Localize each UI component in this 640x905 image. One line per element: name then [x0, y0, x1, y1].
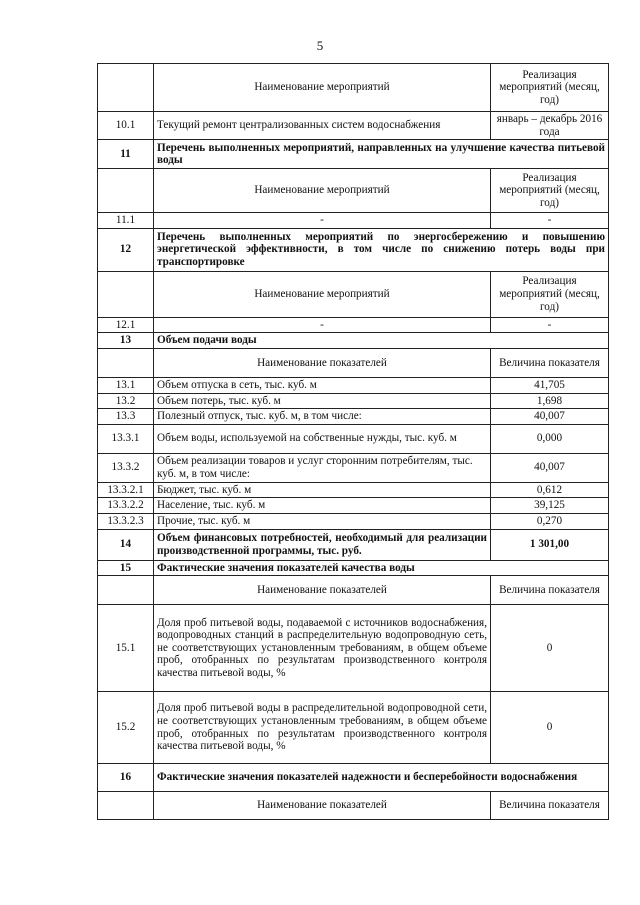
- row-number: 15: [98, 560, 154, 576]
- item-value: 0: [491, 692, 609, 764]
- item-name: -: [154, 317, 491, 333]
- item-value: 0: [491, 605, 609, 692]
- table-row: [98, 424, 609, 453]
- table-row: [98, 764, 609, 792]
- item-name: Доля проб питьевой воды, подаваемой с источников водоснабжения, водопроводных станций в распределительную водопроводную сеть, не соответствующих установленным требованиям, в общем объеме проб, отобранных по результатам производственного контроля качества питьевой воды, %: [154, 605, 491, 692]
- row-number: 13.3: [98, 409, 154, 425]
- row-number: 13.1: [98, 377, 154, 393]
- row-number: 16: [98, 764, 154, 792]
- table-row: [98, 348, 609, 377]
- column-header-name: Наименование мероприятий: [154, 169, 491, 213]
- item-value: 1 301,00: [491, 529, 609, 560]
- row-number: 13.2: [98, 393, 154, 409]
- section-title: Фактические значения показателей качества воды: [154, 560, 609, 576]
- item-name: Объем воды, используемой на собственные нужды, тыс. куб. м: [154, 424, 491, 453]
- table-row: [98, 169, 609, 213]
- item-value: 0,612: [491, 482, 609, 498]
- table-row: [98, 317, 609, 333]
- row-number: 13.3.1: [98, 424, 154, 453]
- row-number: [98, 169, 154, 213]
- row-number: 13: [98, 333, 154, 349]
- item-name: -: [154, 213, 491, 229]
- row-number: 13.3.2.1: [98, 482, 154, 498]
- table-row: [98, 213, 609, 229]
- item-name: Объем потерь, тыс. куб. м: [154, 393, 491, 409]
- table-row: [98, 513, 609, 529]
- row-number: 11: [98, 140, 154, 169]
- column-header-value: Реализация мероприятий (месяц, год): [491, 169, 609, 213]
- column-header-value: Реализация мероприятий (месяц, год): [491, 64, 609, 112]
- section-title: Перечень выполненных мероприятий, направленных на улучшение качества питьевой воды: [154, 140, 609, 169]
- row-number: [98, 271, 154, 317]
- column-header-value: Величина показателя: [491, 348, 609, 377]
- table-row: [98, 393, 609, 409]
- column-header-name: Наименование показателей: [154, 576, 491, 605]
- table-row: [98, 529, 609, 560]
- table-row: [98, 112, 609, 140]
- item-value: январь – декабрь 2016 года: [491, 112, 609, 140]
- column-header-value: Реализация мероприятий (месяц, год): [491, 271, 609, 317]
- item-name: Бюджет, тыс. куб. м: [154, 482, 491, 498]
- item-value: 0,270: [491, 513, 609, 529]
- table-row: [98, 377, 609, 393]
- table-row: [98, 482, 609, 498]
- row-number: [98, 348, 154, 377]
- column-header-value: Величина показателя: [491, 792, 609, 820]
- row-number: 10.1: [98, 112, 154, 140]
- table-row: [98, 453, 609, 482]
- item-name: Полезный отпуск, тыс. куб. м, в том числе:: [154, 409, 491, 425]
- table-row: [98, 498, 609, 514]
- table-row: [98, 271, 609, 317]
- section-title: Объем подачи воды: [154, 333, 609, 349]
- table-row: [98, 409, 609, 425]
- row-number: [98, 792, 154, 820]
- item-value: -: [491, 317, 609, 333]
- item-name: Население, тыс. куб. м: [154, 498, 491, 514]
- section-title: Перечень выполненных мероприятий по энергосбережению и повышению энергетической эффективности, в том числе по снижению потерь воды при транспортировке: [154, 228, 609, 271]
- row-number: 11.1: [98, 213, 154, 229]
- row-number: 15.2: [98, 692, 154, 764]
- item-value: 39,125: [491, 498, 609, 514]
- row-number: 15.1: [98, 605, 154, 692]
- column-header-name: Наименование мероприятий: [154, 271, 491, 317]
- row-number: 13.3.2: [98, 453, 154, 482]
- column-header-name: Наименование показателей: [154, 792, 491, 820]
- row-number: 12: [98, 228, 154, 271]
- section-title: Фактические значения показателей надежности и бесперебойности водоснабжения: [154, 764, 609, 792]
- table-row: [98, 228, 609, 271]
- row-number: [98, 64, 154, 112]
- column-header-name: Наименование мероприятий: [154, 64, 491, 112]
- item-name: Объем финансовых потребностей, необходимый для реализации производственной программы, тыс. руб.: [154, 529, 491, 560]
- item-value: -: [491, 213, 609, 229]
- row-number: 12.1: [98, 317, 154, 333]
- table-row: [98, 140, 609, 169]
- table-row: [98, 692, 609, 764]
- item-name: Объем отпуска в сеть, тыс. куб. м: [154, 377, 491, 393]
- item-value: 40,007: [491, 409, 609, 425]
- item-name: Доля проб питьевой воды в распределительной водопроводной сети, не соответствующих установленным требованиям, в общем объеме проб, отобранных по результатам производственного контроля качества питьевой воды, %: [154, 692, 491, 764]
- column-header-value: Величина показателя: [491, 576, 609, 605]
- item-value: 1,698: [491, 393, 609, 409]
- item-name: Объем реализации товаров и услуг сторонним потребителям, тыс. куб. м, в том числе:: [154, 453, 491, 482]
- column-header-name: Наименование показателей: [154, 348, 491, 377]
- row-number: 13.3.2.3: [98, 513, 154, 529]
- item-value: 40,007: [491, 453, 609, 482]
- table-row: [98, 560, 609, 576]
- item-name: Прочие, тыс. куб. м: [154, 513, 491, 529]
- page-number: 5: [316, 38, 324, 53]
- item-value: 0,000: [491, 424, 609, 453]
- row-number: 14: [98, 529, 154, 560]
- row-number: 13.3.2.2: [98, 498, 154, 514]
- row-number: [98, 576, 154, 605]
- table-row: [98, 576, 609, 605]
- item-value: 41,705: [491, 377, 609, 393]
- report-table: [97, 63, 609, 820]
- table-row: [98, 605, 609, 692]
- table-row: [98, 792, 609, 820]
- table-row: [98, 333, 609, 349]
- table-row: [98, 64, 609, 112]
- item-name: Текущий ремонт централизованных систем водоснабжения: [154, 112, 491, 140]
